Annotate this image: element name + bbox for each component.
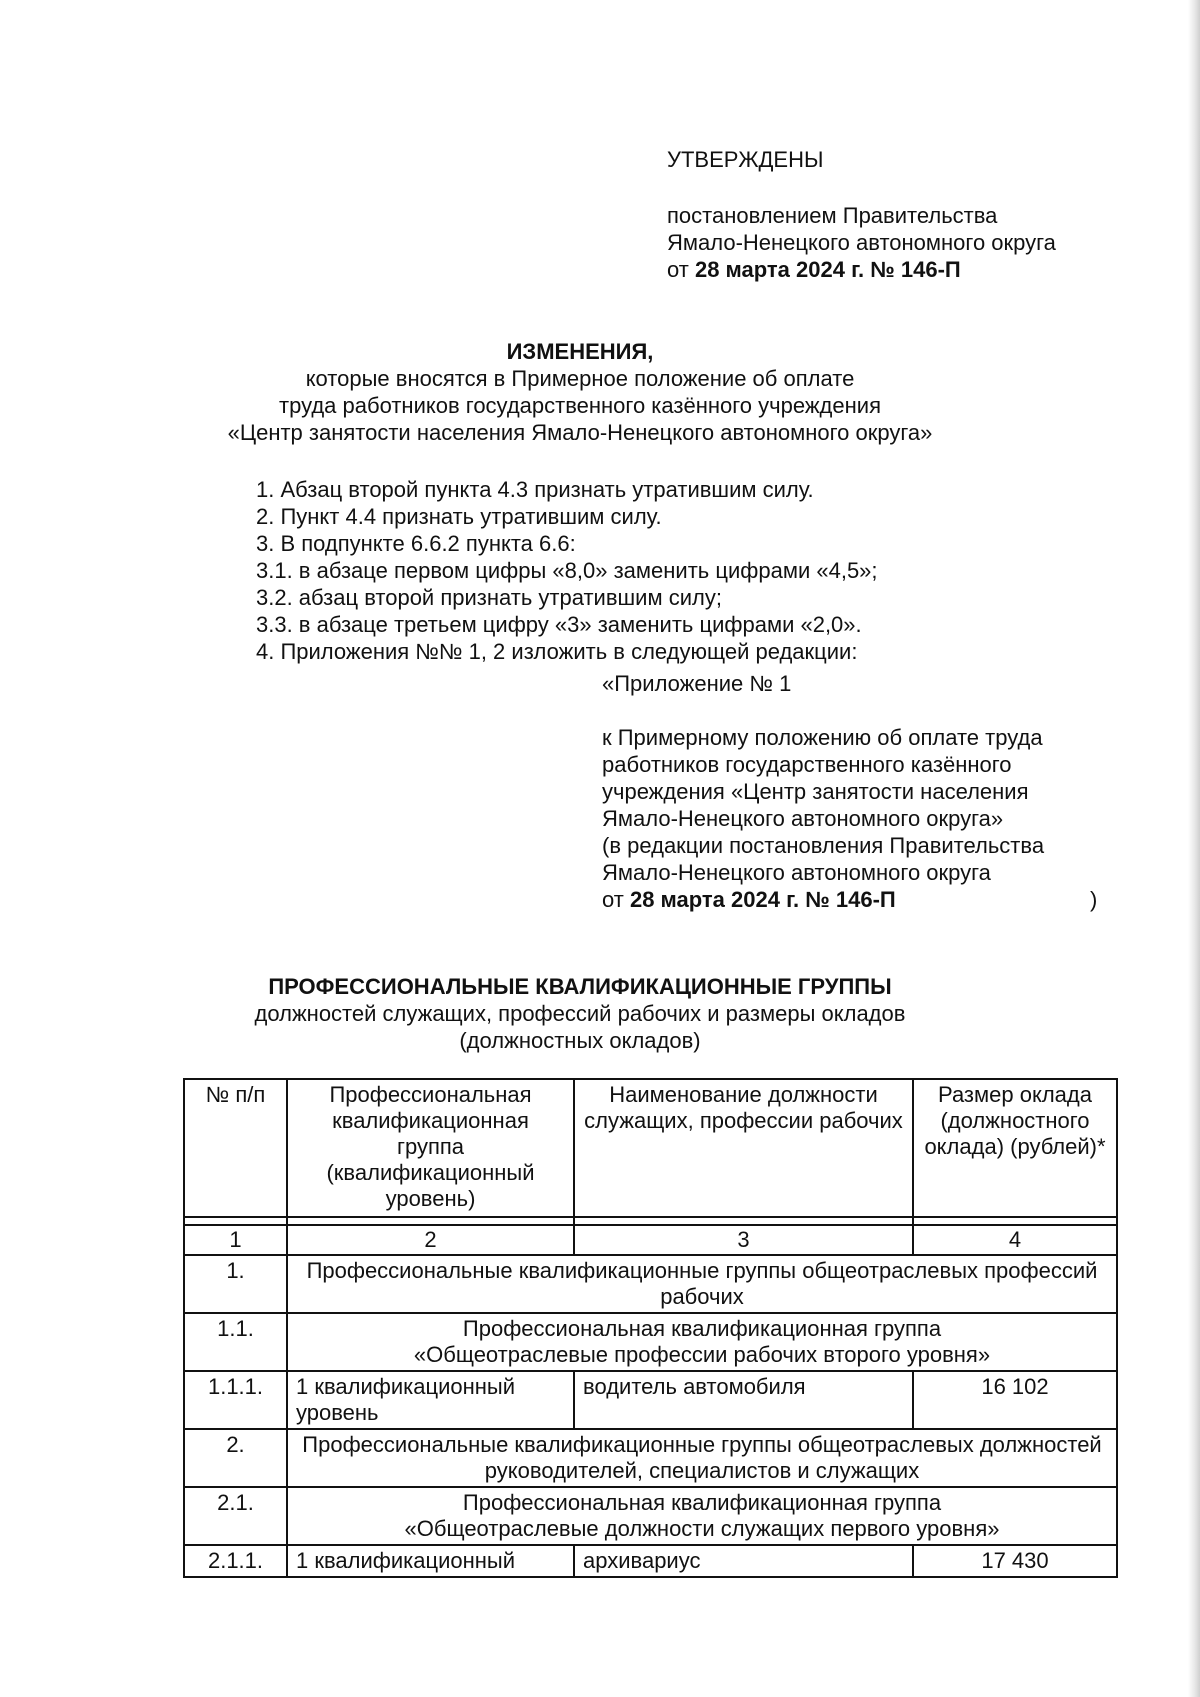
changes-item: 3. В подпункте 6.6.2 пункта 6.6: [256,531,576,556]
qualification-level: 1 квалификационный [287,1545,574,1577]
appendix-line-6: Ямало-Ненецкого автономного округа [602,860,991,885]
header-salary: Размер оклада (должностного оклада) (рублей)* [913,1079,1117,1217]
appendix-date [602,886,896,913]
groups-title: ПРОФЕССИОНАЛЬНЫЕ КВАЛИФИКАЦИОННЫЕ ГРУППЫ [268,974,892,999]
appendix-date-number: 28 марта 2024 г. № 146-П [629,887,896,912]
changes-title: ИЗМЕНЕНИЯ, [506,339,654,364]
salary-value: 17 430 [913,1545,1117,1577]
group-section-title: Профессиональные квалификационные группы общеотраслевых профессий рабочих [287,1255,1117,1313]
appendix-line-4: Ямало-Ненецкого автономного округа» [602,806,1004,831]
row-num: 1.1.1. [184,1371,287,1429]
col-number: 4 [913,1225,1117,1255]
table-row [184,1255,1117,1313]
qualification-groups-table [183,1078,1118,1578]
qualification-level: 1 квалификационный уровень [287,1371,574,1429]
changes-item: 3.3. в абзаце третьем цифру «3» заменить цифрами «2,0». [256,612,862,637]
table-row [184,1545,1117,1577]
position-name: архивариус [574,1545,913,1577]
approval-date-number: 28 марта 2024 г. № 146-П [694,257,961,282]
groups-subtitle-1: должностей служащих, профессий рабочих и размеры окладов [254,1001,906,1026]
changes-subtitle-2: труда работников государственного казённого учреждения [279,393,881,418]
changes-item: 2. Пункт 4.4 признать утратившим силу. [256,504,662,529]
changes-item: 3.1. в абзаце первом цифры «8,0» заменить цифрами «4,5»; [256,558,878,583]
table-header-row [184,1079,1117,1217]
row-num: 1.1. [184,1313,287,1371]
table-row [184,1487,1117,1545]
approval-date-prefix: от [667,257,689,282]
appendix-heading: «Приложение № 1 [602,671,792,696]
salary-value: 16 102 [913,1371,1117,1429]
table-row [184,1371,1117,1429]
changes-item: 1. Абзац второй пункта 4.3 признать утратившим силу. [256,477,814,502]
table-row [184,1313,1117,1371]
row-num: 2.1.1. [184,1545,287,1577]
changes-subtitle-1: которые вносятся в Примерное положение об оплате [305,366,855,391]
table-gap [184,1217,1117,1225]
appendix-line-2: работников государственного казённого [602,752,1012,777]
row-num: 1. [184,1255,287,1313]
column-numbers-row [184,1225,1117,1255]
approval-line-2: Ямало-Ненецкого автономного округа [667,230,1056,255]
changes-subtitle-3: «Центр занятости населения Ямало-Ненецкого автономного округа» [227,420,933,445]
row-num: 2. [184,1429,287,1487]
changes-item: 4. Приложения №№ 1, 2 изложить в следующей редакции: [256,639,858,664]
group-title-line-2: «Общеотраслевые должности служащих первого уровня» [404,1516,1000,1541]
row-num: 2.1. [184,1487,287,1545]
group-title [287,1487,1117,1545]
appendix-closing-paren: ) [1090,887,1098,912]
group-title-line-1: Профессиональная квалификационная группа [462,1316,942,1341]
page-edge [1188,0,1200,1697]
approval-line-1: постановлением Правительства [667,203,998,228]
position-name: водитель автомобиля [574,1371,913,1429]
approval-date [667,256,961,283]
group-title-line-2: «Общеотраслевые профессии рабочих второго уровня» [413,1342,991,1367]
appendix-line-3: учреждения «Центр занятости населения [602,779,1029,804]
group-section-title: Профессиональные квалификационные группы общеотраслевых должностей руководителей, специалистов и служащих [287,1429,1117,1487]
appendix-line-5: (в редакции постановления Правительства [602,833,1045,858]
table-row [184,1429,1117,1487]
groups-subtitle-2: (должностных окладов) [459,1028,701,1053]
appendix-line-1: к Примерному положению об оплате труда [602,725,1043,750]
col-number: 3 [574,1225,913,1255]
changes-list [256,476,878,665]
changes-item: 3.2. абзац второй признать утратившим силу; [256,585,722,610]
header-num: № п/п [184,1079,287,1217]
col-number: 1 [184,1225,287,1255]
approval-heading: УТВЕРЖДЕНЫ [667,147,824,172]
appendix-date-prefix: от [602,887,624,912]
col-number: 2 [287,1225,574,1255]
group-title-line-1: Профессиональная квалификационная группа [462,1490,942,1515]
group-title [287,1313,1117,1371]
header-position: Наименование должности служащих, профессии рабочих [574,1079,913,1217]
header-group: Профессиональная квалификационная группа (квалификационный уровень) [287,1079,574,1217]
